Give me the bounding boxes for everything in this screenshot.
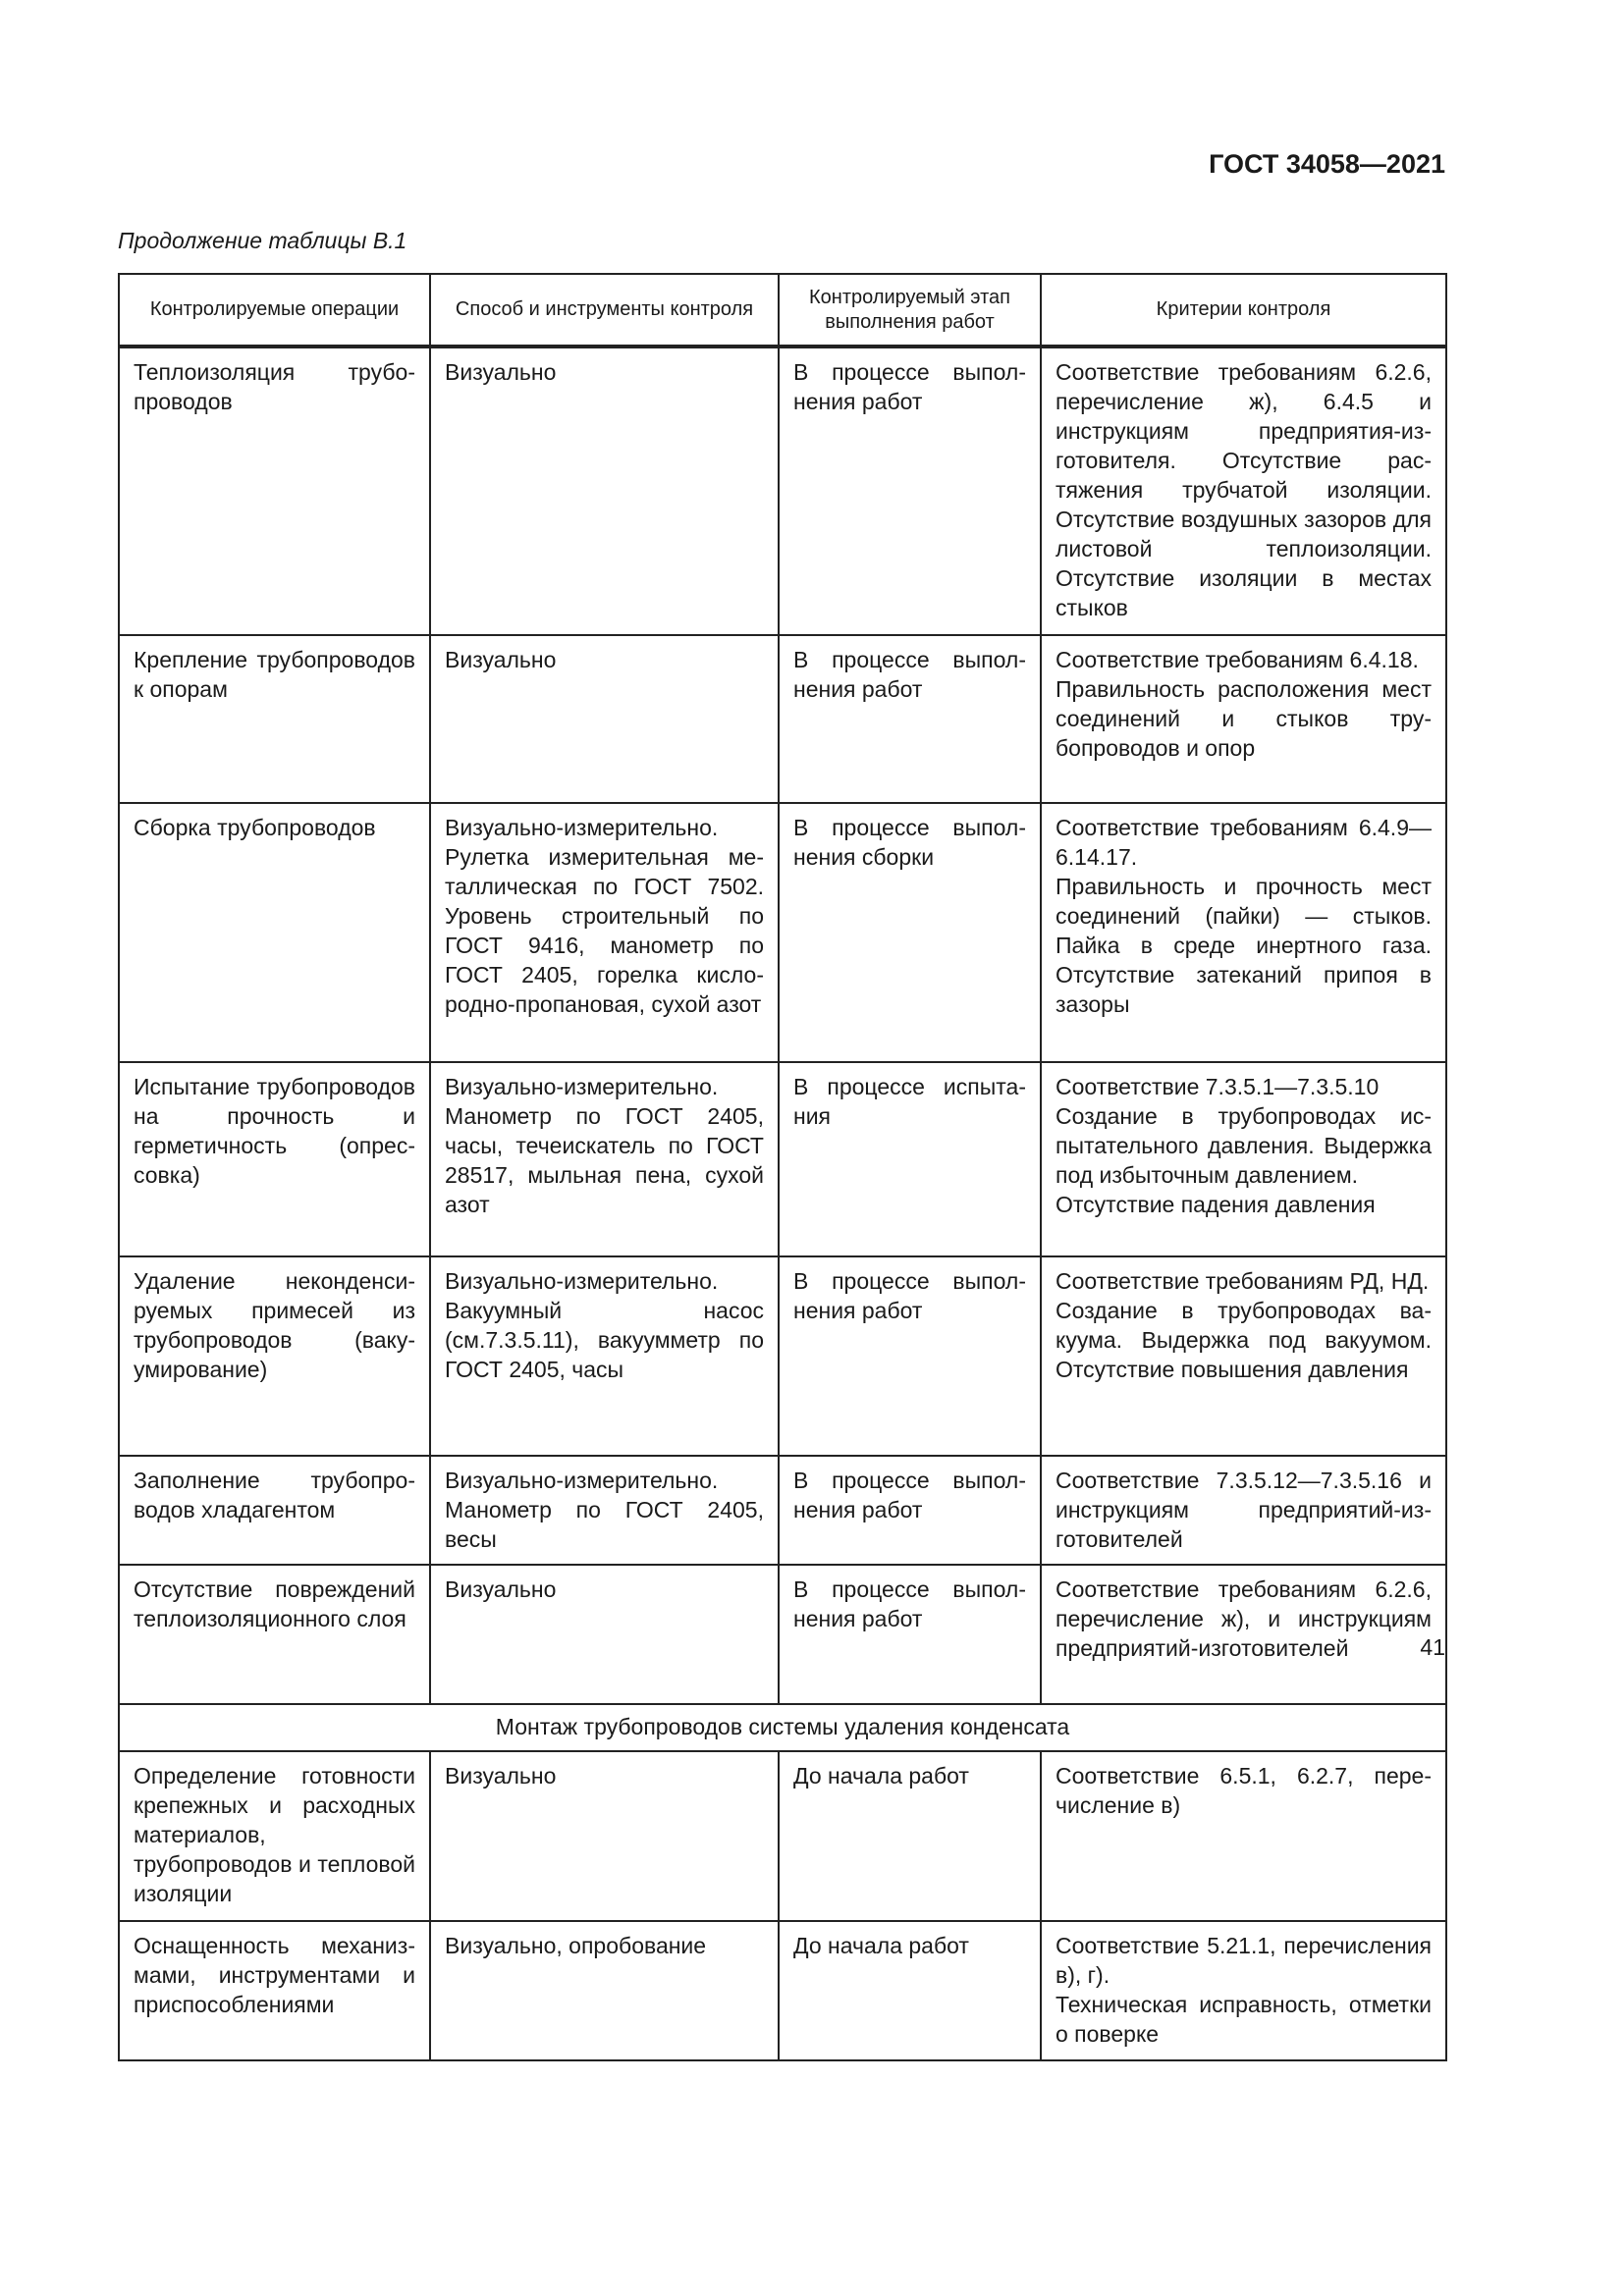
table-row [119, 635, 1446, 803]
cell-criteria: Соответствие 5.21.1, перечисления в), г). Техническая исправность, отметки о поверке [1041, 1921, 1446, 2060]
table-row [119, 1921, 1446, 2060]
cell-stage: В процессе выполнения работ [779, 347, 1041, 635]
cell-stage: В процессе выполнения работ [779, 1256, 1041, 1456]
cell-operation: Определение готовности крепежных и расходных материалов, трубопроводов и тепловой изоляции [119, 1751, 430, 1921]
cell-stage: В процессе испытания [779, 1062, 1041, 1256]
cell-method: Визуально [430, 347, 779, 635]
cell-operation: Теплоизоляция трубопроводов [119, 347, 430, 635]
column-header-method: Способ и инструменты контроля [430, 274, 779, 347]
cell-stage: До начала работ [779, 1921, 1041, 2060]
cell-method: Визуально-измерительно. Манометр по ГОСТ 2405, весы [430, 1456, 779, 1565]
cell-method: Визуально [430, 635, 779, 803]
cell-method: Визуально-измерительно. Вакуумный насос (см.7.3.5.11), вакуумметр по ГОСТ 2405, часы [430, 1256, 779, 1456]
page-number: 41 [1420, 1634, 1445, 1660]
cell-stage: В процессе выполнения сборки [779, 803, 1041, 1062]
cell-criteria: Соответствие требованиям 6.4.9—6.14.17. Правильность и прочность мест соединений (пайки) — стыков. Пайка в среде инертного газа. Отсутствие затеканий припоя в зазоры [1041, 803, 1446, 1062]
control-table [118, 273, 1447, 2061]
cell-operation: Крепление трубопроводов к опорам [119, 635, 430, 803]
cell-operation: Сборка трубопроводов [119, 803, 430, 1062]
cell-method: Визуально [430, 1751, 779, 1921]
column-header-stage: Контролируемый этап выполнения работ [779, 274, 1041, 347]
table-row [119, 1565, 1446, 1704]
cell-operation: Испытание трубопроводов на прочность и герметичность (опрессовка) [119, 1062, 430, 1256]
table-row [119, 1062, 1446, 1256]
table-row [119, 1256, 1446, 1456]
cell-stage: В процессе выполнения работ [779, 1456, 1041, 1565]
cell-method: Визуально [430, 1565, 779, 1704]
cell-method: Визуально-измерительно. Рулетка измерительная металлическая по ГОСТ 7502. Уровень строительный по ГОСТ 9416, манометр по ГОСТ 2405, горелка кислородно-пропановая, сухой азот [430, 803, 779, 1062]
document-code: ГОСТ 34058—2021 [1209, 149, 1445, 179]
table-row [119, 803, 1446, 1062]
column-header-operation: Контролируемые операции [119, 274, 430, 347]
cell-stage: В процессе выполнения работ [779, 1565, 1041, 1704]
section-row [119, 1704, 1446, 1751]
cell-criteria: Соответствие требованиям 6.2.6, перечисление ж), 6.4.5 и инструкциям предприятия-изготовителя. Отсутствие растяжения трубчатой изоляции. Отсутствие воздушных зазоров для листовой теплоизоляции. Отсутствие изоляции в местах стыков [1041, 347, 1446, 635]
table-header-row [119, 274, 1446, 347]
cell-method: Визуально-измерительно. Манометр по ГОСТ 2405, часы, течеискатель по ГОСТ 28517, мыльная пена, сухой азот [430, 1062, 779, 1256]
cell-criteria: Соответствие требованиям РД, НД. Создание в трубопроводах вакуума. Выдержка под вакуумом. Отсутствие повышения давления [1041, 1256, 1446, 1456]
cell-criteria: Соответствие 6.5.1, 6.2.7, перечисление в) [1041, 1751, 1446, 1921]
section-title: Монтаж трубопроводов системы удаления конденсата [119, 1704, 1446, 1751]
table-row [119, 347, 1446, 635]
cell-operation: Заполнение трубопроводов хладагентом [119, 1456, 430, 1565]
cell-criteria: Соответствие 7.3.5.1—7.3.5.10 Создание в трубопроводах испытательного давления. Выдержка под избыточным давлением. Отсутствие падения давления [1041, 1062, 1446, 1256]
cell-stage: В процессе выполнения работ [779, 635, 1041, 803]
cell-operation: Удаление неконденсируемых примесей из трубопроводов (вакуумирование) [119, 1256, 430, 1456]
cell-criteria: Соответствие требованиям 6.4.18. Правильность расположения мест соединений и стыков трубопроводов и опор [1041, 635, 1446, 803]
cell-operation: Оснащенность механизмами, инструментами и приспособлениями [119, 1921, 430, 2060]
cell-method: Визуально, опробование [430, 1921, 779, 2060]
table-caption: Продолжение таблицы В.1 [118, 228, 407, 253]
cell-operation: Отсутствие повреждений теплоизоляционного слоя [119, 1565, 430, 1704]
column-header-criteria: Критерии контроля [1041, 274, 1446, 347]
cell-stage: До начала работ [779, 1751, 1041, 1921]
table-row [119, 1751, 1446, 1921]
table-row [119, 1456, 1446, 1565]
cell-criteria: Соответствие 7.3.5.12—7.3.5.16 и инструкциям предприятий-изготовителей [1041, 1456, 1446, 1565]
cell-criteria: Соответствие требованиям 6.2.6, перечисление ж), и инструкциям предприятий-изготовителей [1041, 1565, 1446, 1704]
